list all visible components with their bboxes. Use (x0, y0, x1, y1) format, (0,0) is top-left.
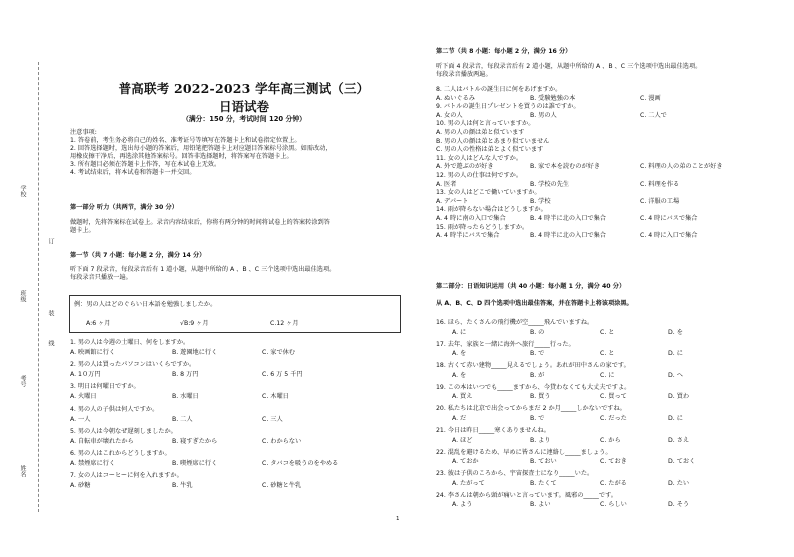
option-d: D. を (668, 328, 683, 336)
option-a: A. 禁煙席に行く (70, 460, 116, 467)
option-b: B. で (530, 414, 545, 422)
question-text: 15. 雨が降ったらどうしますか。 (436, 223, 529, 231)
option-c: C. 砂糖と牛乳 (262, 482, 302, 490)
note-line: 2. 回答选择题时，选出每小题的答案后，用铅笔把答题卡上对应题目答案标号涂黑。如需改动， (70, 144, 332, 152)
part1-desc (70, 219, 400, 235)
option-b: B. たくて (530, 479, 557, 487)
binding-mark-ding: 订 (47, 238, 54, 244)
option-d: D. たい (668, 479, 690, 487)
option-d: D. に (668, 350, 683, 358)
section1-title: 第一节（共 7 小题：每小题 2 分，满分 14 分） (70, 252, 206, 259)
option-b: B. の (530, 328, 545, 336)
section2-desc-line: 听下面 4 段录音，每段录音后有 2 道小题，从题中所给的 A 、B 、C 三个选项中选出最佳选项。 (436, 63, 702, 70)
question-text: 2. 男の人は買ったパソコンはいくらですか。 (70, 361, 196, 369)
question-text: 5. 男の人は今朝なぜ遅刻しましたか。 (70, 427, 177, 435)
part1-title: 第一部分 听力（共两节，满分 30 分） (70, 204, 178, 211)
grammar-question-text: 19. この本はいつでも_____ますから、今貸わなくても大丈夫ですよ。 (436, 383, 631, 391)
notes-block (70, 129, 400, 177)
example-option-c: C.12 ヶ月 (270, 320, 299, 327)
exam-meta: （满分：150 分，考试时间 120 分钟） (182, 115, 306, 123)
option-c: C. 料理を作る (640, 180, 680, 188)
example-question: 例：男の人はどのぐらい日本語を勉強しましたか。 (74, 301, 217, 308)
option-b: B. 喫煙席に行く (172, 460, 218, 467)
option-a: A. 1０万円 (70, 371, 101, 379)
grammar-question-text: 21. 今日は昨日_____寒くありませんね。 (436, 427, 550, 434)
option-a: A. を (452, 371, 467, 379)
option-c: C. 4 時にバスで集合 (640, 215, 698, 222)
option-a: A. 医者 (436, 180, 457, 188)
option-d: D. に (668, 414, 683, 422)
exam-title: 普高联考 2022-2023 学年高三测试（三） (118, 81, 370, 96)
binding-mark-zhuang: 装 (47, 310, 54, 316)
note-line: 4. 考试结束后，将本试卷和答题卡一并交回。 (70, 168, 196, 176)
binding-mark-xian: 线 (47, 340, 54, 346)
option-c: C. と (600, 328, 615, 336)
option-b: B. 学校 (530, 197, 551, 205)
example-option-b: √B:9 ヶ月 (180, 320, 209, 327)
option-c: C. らしい (600, 501, 627, 509)
option-a: A. 4 時半にバスで集合 (436, 232, 500, 240)
question-text: 12. 男の人の仕事は何ですか。 (436, 172, 523, 179)
example-box (69, 295, 401, 333)
option-a: A. ておか (452, 458, 479, 466)
question-text: 11. 女の人はどんな人ですか。 (436, 154, 523, 162)
option-d: D. さえ (668, 436, 690, 444)
question-text: 7. 女の人はコーヒーに何を入れますか。 (70, 472, 183, 480)
option-b: B. 受験勉強の本 (530, 94, 576, 102)
option-c: C. だった (600, 414, 627, 422)
option-b: B. 4 時半に北の入口で集合 (530, 215, 606, 222)
question-text: 14. 雨が降らない場合はどうしますか。 (436, 206, 547, 214)
option-d: D. へ (668, 371, 683, 379)
section2-title: 第二节（共 8 小题：每小题 2 分，满分 16 分） (436, 48, 572, 55)
option-a: A. 4 時に南の入口で集合 (436, 215, 506, 222)
option-a: A. 買え (452, 393, 473, 401)
question-text: 4. 男の人の子供は何人ですか。 (70, 405, 159, 413)
option-b: B. で (530, 350, 545, 358)
option-b: B. 二人 (172, 415, 193, 423)
option-b: B. 家で本を読むのが好き (530, 163, 601, 171)
question-text: 3. 明日は何曜日ですか。 (70, 383, 140, 391)
option-a: A. 女の人 (436, 111, 463, 119)
example-option-a: A:6 ヶ月 (86, 320, 111, 327)
option-c: C. 買って (600, 393, 627, 401)
question-text: 13. 女の人はどこで働いていますか。 (436, 189, 541, 197)
notes-title: 注意事项: (70, 129, 97, 136)
option-a: A. 砂糖 (70, 482, 91, 490)
section1-desc-line: 听下面 7 段录音，每段录音后有 1 道小题，从题中所给的 A 、B 、C 三个选项中选出最佳选项。 (70, 266, 336, 273)
note-line: 1. 答卷前，考生务必将自己的姓名、准考证号等填写在答题卡上和试卷指定位置上。 (70, 136, 301, 144)
option-c: C. たがる (600, 479, 627, 487)
grammar-question-text: 17. 去年、家族と一緒に海外へ旅行_____行った。 (436, 340, 575, 348)
page-number: 1 (396, 516, 400, 522)
option-a: A. たがって (452, 479, 485, 487)
exam-subtitle: 日语试卷 (218, 99, 269, 114)
grammar-question-text: 23. 彼は子供のころから、宇宙探査士になり_____いた。 (436, 470, 594, 478)
binding-label-name: 姓名 (19, 465, 26, 477)
part1-desc-line: 做题时，先将答案标在试卷上。录音内容结束后，你将有两分钟的时间将试卷上的答案转涂到答 (70, 219, 330, 226)
option-c: C. ておき (600, 458, 627, 466)
section2-desc (436, 63, 766, 79)
part2-title: 第二部分：日语知识运用（共 40 小题：每小题 1 分，满分 40 分） (436, 283, 626, 290)
option-b: B. 牛乳 (172, 482, 193, 490)
section2-desc-line: 每段录音播放两遍。 (436, 70, 492, 78)
question-text: 8. 二人はバトルの誕生日に何をあげますか。 (436, 86, 562, 93)
option-line: C. 男の人の性格は弟とよく似ています (436, 146, 544, 154)
grammar-question-text: 18. 古くて赤い建物_____見えるでしょう。あれが田中さんの家です。 (436, 362, 630, 370)
binding-label-class: 班级 (19, 290, 26, 302)
option-b: B. 水曜日 (172, 393, 199, 401)
binding-label-number: 考号 (19, 375, 26, 387)
section1-desc-line: 每段录音只播放一遍。 (70, 273, 132, 281)
option-b: B. 買う (530, 393, 551, 401)
question-text: 1. 男の人は今週の土曜日、何をしますか。 (70, 339, 190, 346)
option-a: A. に (452, 328, 467, 336)
note-line: 用橡皮擦干净后，再选涂其他答案标号。回答非选择题时，将答案写在答题卡上。 (70, 152, 293, 160)
option-b: B. 4 時半に北の入口で集合 (530, 232, 606, 240)
option-d: D. そう (668, 501, 690, 509)
option-b: B. 学校の先生 (530, 180, 570, 188)
binding-line (38, 62, 40, 512)
option-c: C. 二人で (640, 111, 667, 119)
option-d: D. ておく (668, 458, 696, 466)
option-b: B. よい (530, 501, 551, 509)
option-c: C. から (600, 436, 621, 444)
question-text: 6. 男の人はこれからどうしますか。 (70, 450, 171, 457)
option-line: B. 男の人の顔は弟とあまり似ていません (436, 137, 550, 145)
option-b: B. 男の人 (530, 111, 557, 119)
option-a: A. ぬいぐるみ (436, 94, 475, 102)
option-a: A. デパート (436, 197, 469, 205)
option-c: C. に (600, 371, 615, 379)
option-c: C. タバコを吸うのをやめる (262, 460, 339, 467)
option-c: C. 三人 (262, 415, 283, 423)
option-line: A. 男の人の顔は弟と似ています (436, 129, 525, 136)
option-a: A. を (452, 350, 467, 358)
grammar-question-text: 20. 私たちは北京で出会ってからまだ 2 か月_____しかないですね。 (436, 405, 626, 413)
option-a: A. よう (452, 501, 473, 509)
option-c: C. 4 時に入口で集合 (640, 232, 698, 240)
option-a: A. 映画館に行く (70, 349, 116, 356)
option-b: B. より (530, 436, 551, 444)
option-b: B. 8 万円 (172, 371, 199, 379)
question-text: 10. 男の人は何と言っていますか。 (436, 120, 535, 128)
option-a: A. ほど (452, 436, 473, 444)
note-line: 3. 所有题目必须在答题卡上作答，写在本试卷上无效。 (70, 160, 221, 168)
option-a: A. 火曜日 (70, 393, 97, 401)
question-text: 9. バトルの誕生日プレゼントを買うのは誰ですか。 (436, 103, 580, 111)
option-c: C. 木曜日 (262, 393, 289, 401)
grammar-question-text: 22. 混乱を避けるため、早めに皆さんに連絡し_____ましょう。 (436, 448, 612, 456)
option-b: B. 遊園地に行く (172, 349, 218, 356)
option-c: C. 6 万 5 千円 (262, 371, 303, 379)
option-c: C. 家で休む (262, 349, 296, 356)
binding-label-school: 学校 (19, 185, 26, 197)
part1-desc-line: 题卡上。 (70, 226, 95, 234)
option-a: A. 一人 (70, 415, 91, 423)
option-c: C. 漫画 (640, 94, 661, 102)
option-a: A. だ (452, 414, 467, 422)
option-a: A. 外で遊ぶのが好き (436, 163, 494, 171)
option-b: B. が (530, 371, 545, 379)
option-c: C. わからない (262, 437, 302, 445)
section1-desc (70, 266, 400, 282)
grammar-question-text: 16. ほら、たくさんの飛行機が空_____飛んでいますね。 (436, 319, 594, 326)
grammar-question-text: 24. 李さんは朝から頭が痛いと言っています。風邪の_____です。 (436, 491, 617, 499)
option-c: C. 料理の人の弟のことが好き (640, 163, 723, 171)
option-a: A. 自転車が壊れたから (70, 437, 134, 445)
option-d: D. 買わ (668, 393, 690, 401)
part2-instruction: 从 A、B、C、D 四个选项中选出最佳答案，并在答题卡上将该项涂黑。 (436, 300, 633, 307)
option-c: C. と (600, 350, 615, 358)
option-b: B. 寝すぎたから (172, 437, 218, 445)
option-c: C. 洋服の工場 (640, 197, 680, 205)
option-b: B. ておい (530, 458, 557, 466)
